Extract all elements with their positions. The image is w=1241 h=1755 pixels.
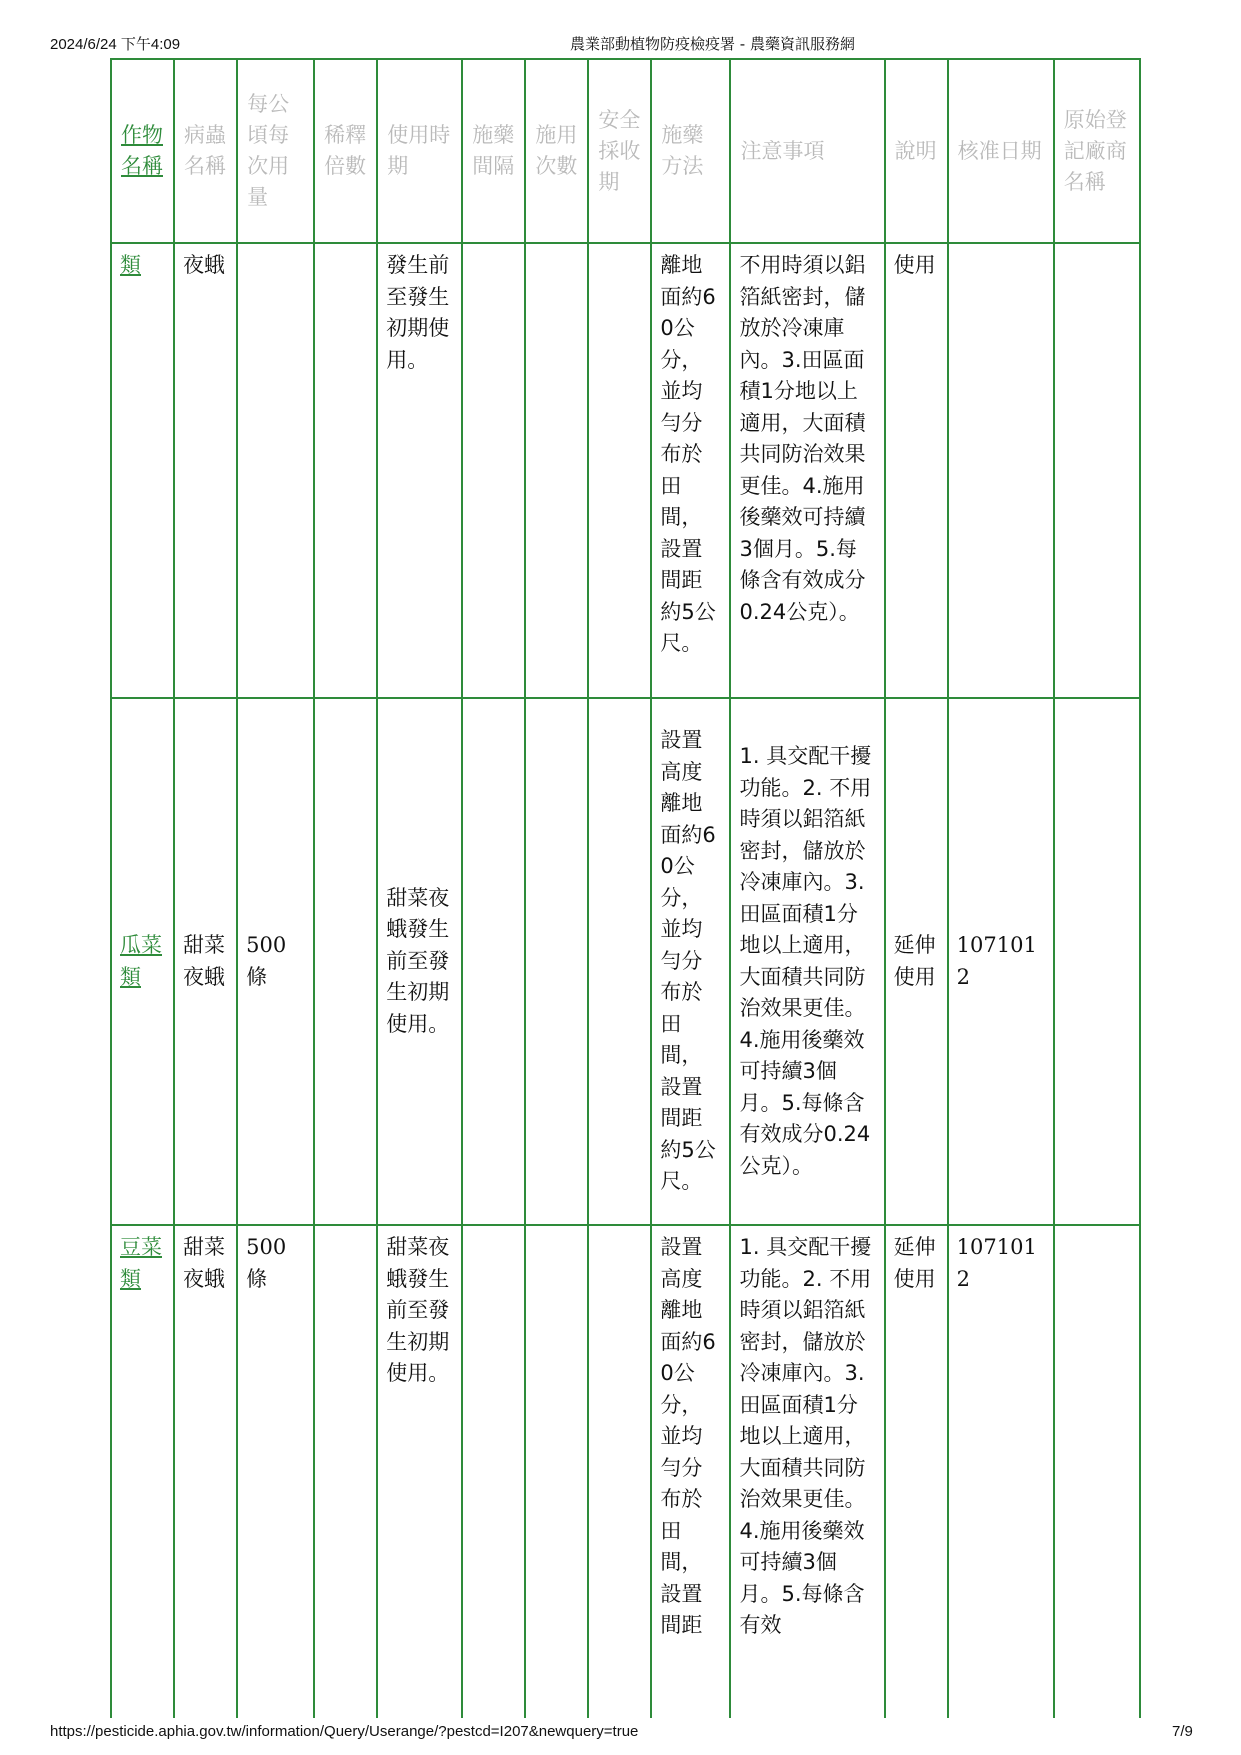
usage-timing: 甜菜夜蛾發生前至發生初期使用。 bbox=[377, 1225, 462, 1718]
application-method: 設置高度離地面約60公分，並均勻分布於田間，設置間距 bbox=[651, 1225, 730, 1718]
application-method: 離地面約60公分，並均勻分布於田間，設置間距約5公尺。 bbox=[651, 243, 730, 698]
header-application-times: 施用次數 bbox=[525, 59, 588, 243]
dose bbox=[237, 243, 314, 698]
interval bbox=[462, 243, 525, 698]
safe-harvest-period bbox=[588, 1225, 651, 1718]
site-title: 農業部動植物防疫檢疫署 - 農藥資訊服務網 bbox=[570, 35, 855, 53]
header-safe-harvest-period: 安全採收期 bbox=[588, 59, 651, 243]
precautions: 1. 具交配干擾功能。2. 不用時須以鋁箔紙密封，儲放於冷凍庫內。3.田區面積1分地以上適用，大面積共同防治效果更佳。4.施用後藥效可持續3個月。5.每條含有效 bbox=[730, 1225, 884, 1718]
pest-name: 甜菜夜蛾 bbox=[174, 1225, 237, 1718]
pesticide-usage-table bbox=[110, 58, 1141, 1718]
original-vendor bbox=[1054, 1225, 1140, 1718]
remark: 延伸使用 bbox=[885, 1225, 948, 1718]
table-header-row bbox=[111, 59, 1140, 243]
print-datetime: 2024/6/24 下午4:09 bbox=[50, 36, 181, 53]
remark: 使用 bbox=[885, 243, 948, 698]
header-dilution: 稀釋倍數 bbox=[314, 59, 377, 243]
header-application-method: 施藥方法 bbox=[651, 59, 730, 243]
safe-harvest-period bbox=[588, 698, 651, 1225]
original-vendor bbox=[1054, 243, 1140, 698]
pest-name: 夜蛾 bbox=[174, 243, 237, 698]
precautions: 1. 具交配干擾功能。2. 不用時須以鋁箔紙密封，儲放於冷凍庫內。3.田區面積1分地以上適用，大面積共同防治效果更佳。4.施用後藥效可持續3個月。5.每條含有效成分0.24公克）。 bbox=[730, 698, 884, 1225]
page-number: 7/9 bbox=[1172, 1723, 1193, 1740]
safe-harvest-period bbox=[588, 243, 651, 698]
crop-name-link[interactable]: 類 bbox=[111, 243, 174, 698]
pest-name: 甜菜夜蛾 bbox=[174, 698, 237, 1225]
header-crop-name-link[interactable]: 作物名稱 bbox=[111, 59, 174, 243]
header-pest-name: 病蟲名稱 bbox=[174, 59, 237, 243]
application-times bbox=[525, 1225, 588, 1718]
interval bbox=[462, 698, 525, 1225]
table-row bbox=[111, 243, 1140, 698]
header-usage-timing: 使用時期 bbox=[377, 59, 462, 243]
application-times bbox=[525, 698, 588, 1225]
interval bbox=[462, 1225, 525, 1718]
usage-timing: 發生前至發生初期使用。 bbox=[377, 243, 462, 698]
approval-date bbox=[948, 243, 1054, 698]
precautions: 不用時須以鋁箔紙密封，儲放於冷凍庫內。3.田區面積1分地以上適用，大面積共同防治效果更佳。4.施用後藥效可持續3個月。5.每條含有效成分0.24公克）。 bbox=[730, 243, 884, 698]
approval-date: 1071012 bbox=[948, 1225, 1054, 1718]
dose: 500條 bbox=[237, 698, 314, 1225]
dilution bbox=[314, 243, 377, 698]
page-url: https://pesticide.aphia.gov.tw/information/Query/Userange/?pestcd=I207&newquery=true bbox=[50, 1723, 639, 1740]
crop-name-link[interactable]: 瓜菜類 bbox=[111, 698, 174, 1225]
header-interval: 施藥間隔 bbox=[462, 59, 525, 243]
header-approval-date: 核准日期 bbox=[948, 59, 1054, 243]
dose: 500條 bbox=[237, 1225, 314, 1718]
crop-name-link[interactable]: 豆菜類 bbox=[111, 1225, 174, 1718]
table-row bbox=[111, 1225, 1140, 1718]
header-remark: 說明 bbox=[885, 59, 948, 243]
table-row bbox=[111, 698, 1140, 1225]
usage-timing: 甜菜夜蛾發生前至發生初期使用。 bbox=[377, 698, 462, 1225]
header-original-vendor: 原始登記廠商名稱 bbox=[1054, 59, 1140, 243]
application-method: 設置高度離地面約60公分，並均勻分布於田間，設置間距約5公尺。 bbox=[651, 698, 730, 1225]
original-vendor bbox=[1054, 698, 1140, 1225]
remark: 延伸使用 bbox=[885, 698, 948, 1225]
dilution bbox=[314, 698, 377, 1225]
header-dose-per-hectare: 每公頃每次用量 bbox=[237, 59, 314, 243]
header-precautions: 注意事項 bbox=[730, 59, 884, 243]
dilution bbox=[314, 1225, 377, 1718]
application-times bbox=[525, 243, 588, 698]
approval-date: 1071012 bbox=[948, 698, 1054, 1225]
